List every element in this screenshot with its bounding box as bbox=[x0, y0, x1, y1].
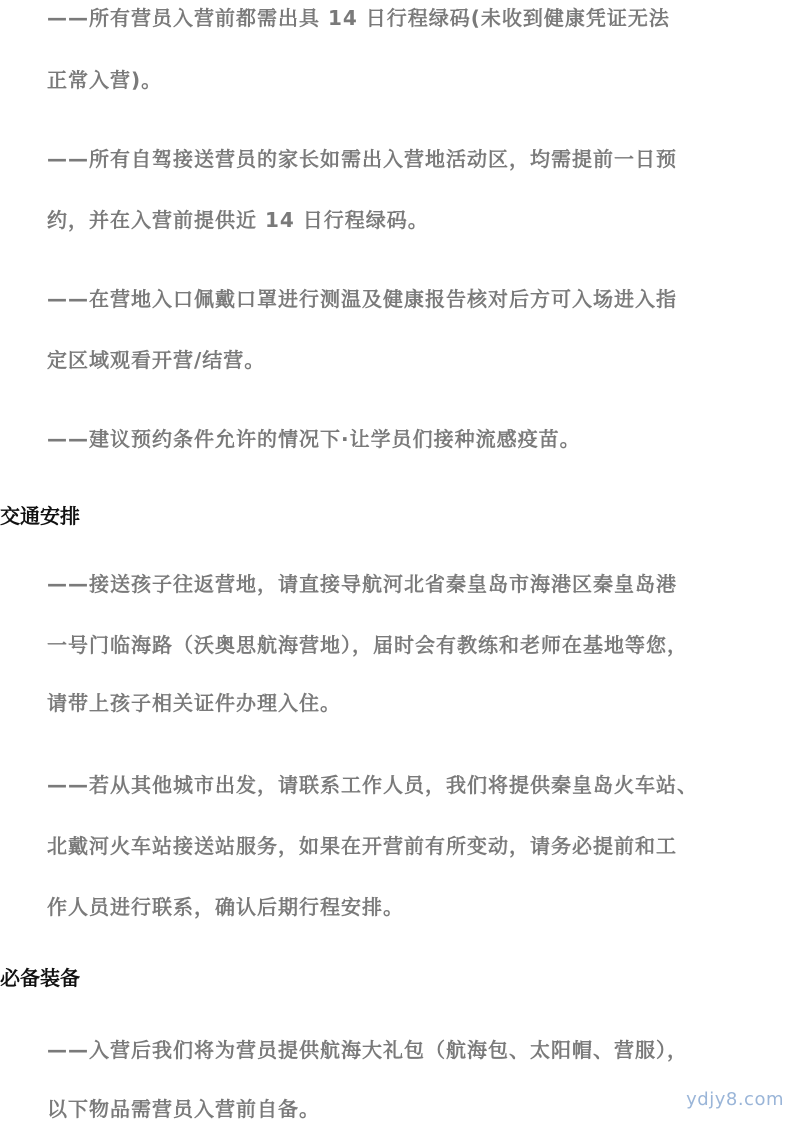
paragraph-line: ——接送孩子往返营地，请直接导航河北省秦皇岛市海港区秦皇岛港 bbox=[47, 572, 677, 596]
paragraph-line: 以下物品需营员入营前自备。 bbox=[47, 1097, 320, 1121]
paragraph-line: ——所有自驾接送营员的家长如需出入营地活动区，均需提前一日预 bbox=[47, 147, 677, 171]
paragraph-line: ——若从其他城市出发，请联系工作人员，我们将提供秦皇岛火车站、 bbox=[47, 773, 698, 797]
paragraph-line: 定区域观看开营/结营。 bbox=[47, 348, 266, 372]
paragraph-line: 请带上孩子相关证件办理入住。 bbox=[47, 691, 341, 715]
watermark: ydjy8.com bbox=[686, 1089, 784, 1110]
section-heading: 必备装备 bbox=[0, 966, 80, 990]
paragraph-line: 一号门临海路（沃奥思航海营地），届时会有教练和老师在基地等您， bbox=[47, 633, 688, 657]
paragraph-line: ——入营后我们将为营员提供航海大礼包（航海包、太阳帽、营服）， bbox=[47, 1038, 688, 1062]
paragraph-line: 作人员进行联系，确认后期行程安排。 bbox=[47, 895, 404, 919]
paragraph-line: ——所有营员入营前都需出具 14 日行程绿码(未收到健康凭证无法 bbox=[47, 6, 670, 30]
section-heading: 交通安排 bbox=[0, 504, 80, 528]
paragraph-line: 北戴河火车站接送站服务，如果在开营前有所变动，请务必提前和工 bbox=[47, 834, 677, 858]
paragraph-line: ——建议预约条件允许的情况下·让学员们接种流感疫苗。 bbox=[47, 427, 581, 451]
paragraph-line: 正常入营)。 bbox=[47, 68, 163, 92]
paragraph-line: 约，并在入营前提供近 14 日行程绿码。 bbox=[47, 208, 429, 232]
paragraph-line: ——在营地入口佩戴口罩进行测温及健康报告核对后方可入场进入指 bbox=[47, 287, 677, 311]
